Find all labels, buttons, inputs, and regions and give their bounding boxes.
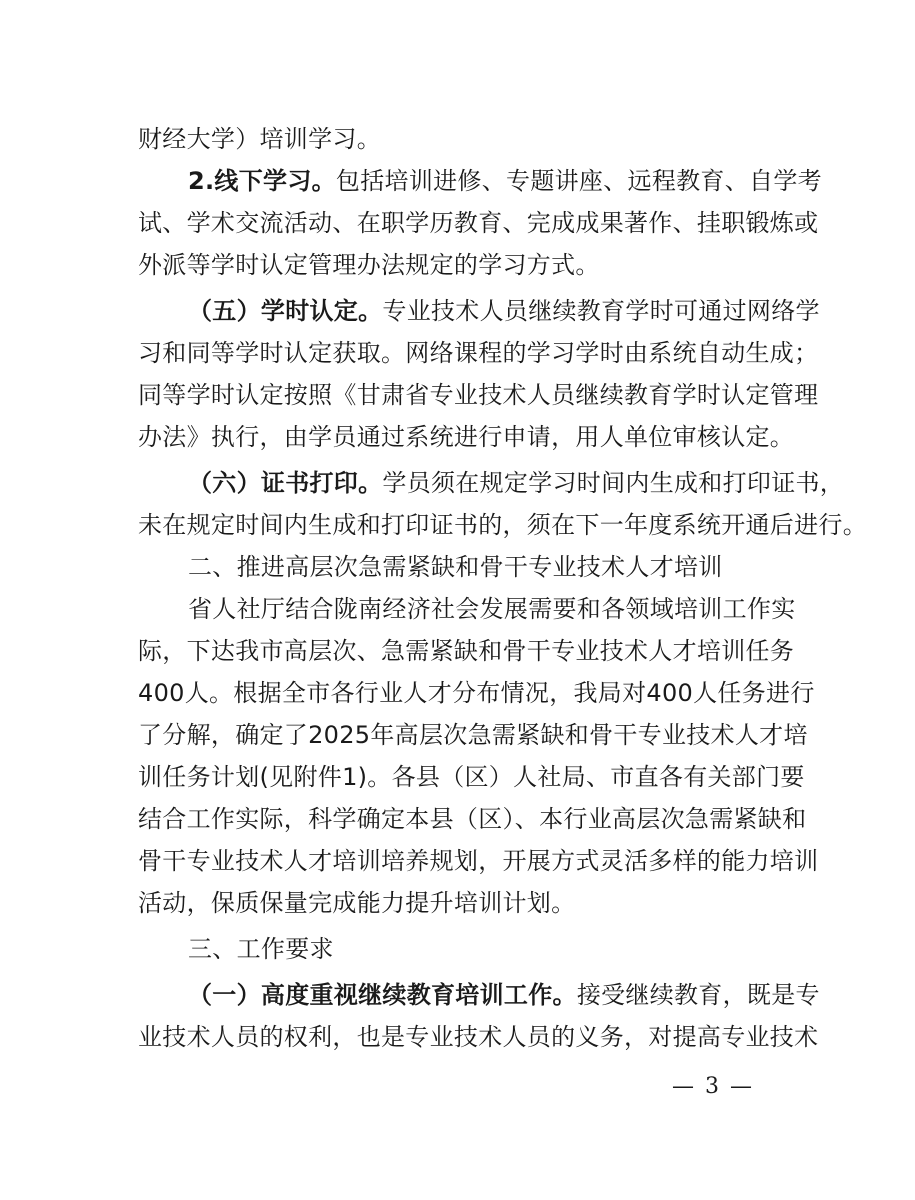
page-number: — 3 — — [672, 1074, 754, 1099]
body-line — [138, 974, 820, 1016]
body-line — [138, 630, 795, 672]
body-line — [138, 374, 819, 416]
body-line — [138, 462, 845, 504]
line-text: 学员须在规定学习时间内生成和打印证书， — [382, 469, 845, 497]
line-text: 未在规定时间内生成和打印证书的，须在下一年度系统开通后进行。 — [138, 511, 867, 539]
body-line — [138, 202, 819, 244]
body-line — [138, 756, 805, 798]
body-line — [138, 416, 795, 458]
line-text: 了分解，确定了2025年高层次急需紧缺和骨干专业技术人才培 — [138, 721, 808, 749]
body-line — [138, 882, 778, 924]
line-text: 习和同等学时认定获取。网络课程的学习学时由系统自动生成； — [138, 339, 819, 367]
body-line — [138, 798, 807, 840]
subsection-heading: （五）学时认定。 — [188, 297, 383, 325]
body-line — [138, 840, 819, 882]
line-text: 400人。根据全市各行业人才分布情况，我局对400人任务进行 — [138, 679, 815, 707]
line-text: 训任务计划(见附件1)。各县（区）人社局、市直各有关部门要 — [138, 763, 805, 791]
line-text: 活动，保质保量完成能力提升培训计划。 — [138, 889, 576, 917]
section-heading-line — [138, 546, 778, 588]
body-line — [138, 714, 808, 756]
line-text: 专业技术人员继续教育学时可通过网络学 — [382, 297, 820, 325]
body-line — [138, 1016, 819, 1058]
item-lead: 2.线下学习。 — [188, 167, 336, 195]
body-line — [138, 290, 820, 332]
section-heading: 三、工作要求 — [188, 935, 334, 963]
line-text: 外派等学时认定管理办法规定的学习方式。 — [138, 251, 600, 279]
line-text: 财经大学）培训学习。 — [138, 125, 381, 153]
body-line — [138, 332, 819, 374]
line-text: 省人社厅结合陇南经济社会发展需要和各领域培训工作实 — [188, 595, 796, 623]
subsection-heading: （一）高度重视继续教育培训工作。 — [188, 981, 577, 1009]
line-text: 骨干专业技术人才培训培养规划，开展方式灵活多样的能力培训 — [138, 847, 819, 875]
line-text: 际，下达我市高层次、急需紧缺和骨干专业技术人才培训任务 — [138, 637, 795, 665]
body-line — [138, 672, 815, 714]
subsection-heading: （六）证书打印。 — [188, 469, 383, 497]
body-line — [138, 588, 796, 630]
document-body — [138, 118, 867, 1058]
line-text: 包括培训进修、专题讲座、远程教育、自学考 — [335, 167, 822, 195]
line-text: 业技术人员的权利，也是专业技术人员的义务，对提高专业技术 — [138, 1023, 819, 1051]
line-text: 接受继续教育，既是专 — [576, 981, 820, 1009]
line-text: 结合工作实际，科学确定本县（区）、本行业高层次急需紧缺和 — [138, 805, 807, 833]
line-text: 办法》执行，由学员通过系统进行申请，用人单位审核认定。 — [138, 423, 795, 451]
line-text: 同等学时认定按照《甘肃省专业技术人员继续教育学时认定管理 — [138, 381, 819, 409]
body-line — [138, 160, 822, 202]
line-text: 试、学术交流活动、在职学历教育、完成成果著作、挂职锻炼或 — [138, 209, 819, 237]
body-line — [138, 244, 778, 286]
section-heading-line — [138, 928, 778, 970]
section-heading: 二、推进高层次急需紧缺和骨干专业技术人才培训 — [188, 553, 723, 581]
body-line — [138, 504, 867, 546]
body-line — [138, 118, 778, 160]
